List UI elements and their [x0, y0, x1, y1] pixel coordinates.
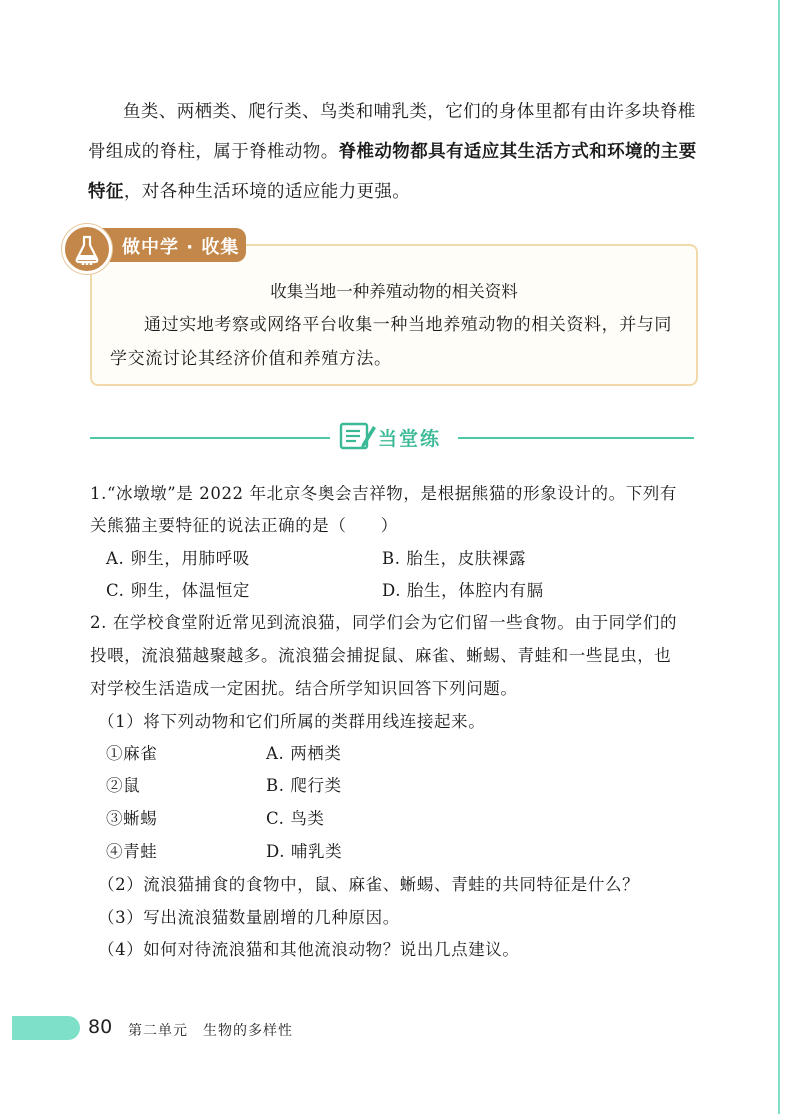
q1-option-a: A. 卵生，用肺呼吸 — [106, 549, 250, 568]
q1-line-1: 1.“冰墩墩”是 2022 年北京冬奥会吉祥物，是根据熊猫的形象设计的。下列有 — [90, 484, 677, 503]
animal-item: ③蜥蜴 — [106, 809, 158, 828]
animal-item: ②鼠 — [106, 776, 141, 795]
collect-heading: 收集当地一种养殖动物的相关资料 — [270, 282, 518, 301]
notebook-pen-icon — [338, 420, 378, 456]
group-item: C. 鸟类 — [266, 809, 325, 828]
animal-item: ①麻雀 — [106, 744, 158, 763]
footer-accent-bar — [12, 1016, 80, 1040]
q2-sub-2: （2）流浪猫捕食的食物中，鼠、麻雀、蜥蜴、青蛙的共同特征是什么？ — [98, 875, 640, 894]
q1-option-b: B. 胎生，皮肤裸露 — [382, 549, 527, 568]
intro-bold-text: 脊椎动物都具有适应其生活方式和环境的主要特征 — [88, 142, 697, 202]
collect-tab-label: 做中学 · 收集 — [122, 237, 240, 258]
page-edge-rule — [778, 0, 780, 1114]
q1-option-d: D. 胎生，体腔内有膈 — [382, 581, 544, 600]
collect-body: 通过实地考察或网络平台收集一种当地养殖动物的相关资料，并与同学交流讨论其经济价值和养殖方法。 — [110, 315, 672, 369]
q1-line-2: 关熊猫主要特征的说法正确的是（ ） — [90, 516, 398, 535]
page-number: 80 — [88, 1016, 113, 1038]
footer-unit-title: 第二单元 生物的多样性 — [128, 1023, 293, 1039]
group-item: B. 爬行类 — [266, 776, 342, 795]
q2-line-1: 2. 在学校食堂附近常见到流浪猫，同学们会为它们留一些食物。由于同学们的 — [90, 613, 678, 632]
animal-item: ④青蛙 — [106, 842, 158, 861]
q2-sub-1: （1）将下列动物和它们所属的类群用线连接起来。 — [98, 712, 486, 731]
q2-sub-4: （4）如何对待流浪猫和其他流浪动物？说出几点建议。 — [98, 940, 520, 959]
q1-option-c: C. 卵生，体温恒定 — [106, 581, 251, 600]
q2-sub-3: （3）写出流浪猫数量剧增的几种原因。 — [98, 908, 400, 927]
flask-icon — [62, 224, 112, 274]
group-item: A. 两栖类 — [266, 744, 342, 763]
practice-title: 当堂练 — [378, 428, 442, 450]
q2-line-3: 对学校生活造成一定困扰。结合所学知识回答下列问题。 — [90, 679, 518, 698]
q2-line-2: 投喂，流浪猫越聚越多。流浪猫会捕捉鼠、麻雀、蜥蜴、青蛙和一些昆虫，也 — [90, 646, 672, 665]
group-item: D. 哺乳类 — [266, 842, 343, 861]
intro-text-1: 鱼类、两栖类、爬行类、鸟类和哺乳类，它们的身体里都有由许多块脊椎骨组成的脊柱，属于脊椎动物。 — [88, 102, 696, 162]
intro-text-2: ，对各种生活环境的适应能力更强。 — [123, 182, 411, 202]
practice-divider-left — [90, 437, 330, 439]
practice-divider-right — [458, 437, 694, 439]
intro-paragraph — [88, 92, 700, 212]
